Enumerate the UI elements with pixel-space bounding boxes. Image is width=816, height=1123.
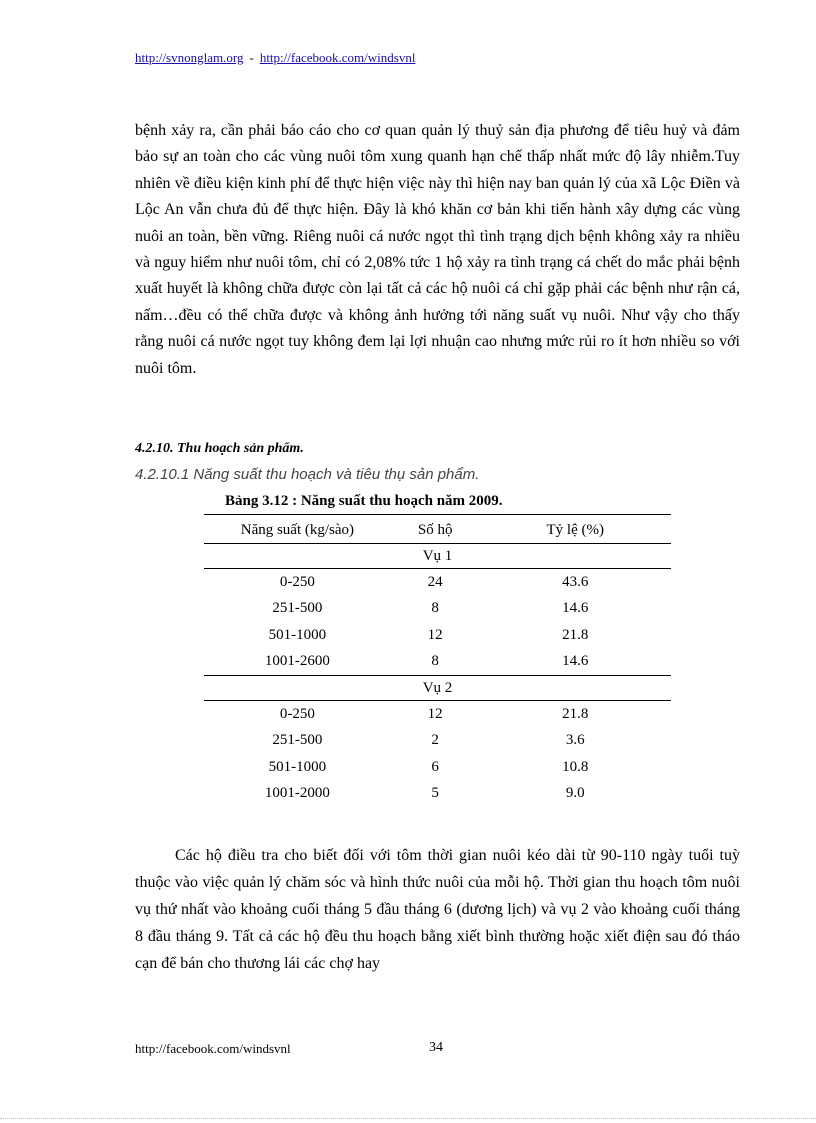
table-cell: 501-1000	[268, 758, 327, 775]
table-cell: 501-1000	[268, 626, 327, 643]
table-cell: 251-500	[272, 600, 323, 617]
table-row	[204, 701, 671, 728]
subsection-heading: 4.2.10.1 Năng suất thu hoạch và tiêu thụ sản phẩm.	[135, 466, 480, 483]
yield-table	[204, 514, 671, 807]
body-paragraph-1: bệnh xảy ra, cần phải báo cáo cho cơ quan quản lý thuỷ sản địa phương để tiêu huỷ và đảm bảo sự an toàn cho các vùng nuôi tôm xung quanh hạn chế thấp nhất mức độ lây nhiễm.Tuy nhiên về điều kiện kinh phí để thực hiện việc này thì hiện nay ban quản lý của xã Lộc Điền và Lộc An vẫn chưa đủ để thực hiện. Đây là khó khăn cơ bản khi tiến hành xây dựng các vùng nuôi an toàn, bền vững. Riêng nuôi cá nước ngọt thì tình trạng dịch bệnh không xảy ra nhiều và nguy hiểm như nuôi tôm, chỉ có 2,08% tức 1 hộ xảy ra tình trạng cá chết do mắc phải bệnh xuất huyết là không chữa được còn lại tất cả các hộ nuôi cá chỉ gặp phải các bệnh như rận cá, nấm…đều có thể chữa được và không ảnh hưởng tới năng suất vụ nuôi. Như vậy cho thấy rằng nuôi cá nước ngọt tuy không đem lại lợi nhuận cao nhưng mức rủi ro ít hơn nhiều so với nuôi tôm.	[135, 122, 740, 377]
table-header-row	[204, 515, 671, 544]
table-cell: 12	[427, 626, 443, 643]
table-cell: 8	[391, 649, 480, 676]
table-cell: 1001-2000	[264, 785, 330, 802]
table-cell: 24	[427, 573, 443, 590]
table-cell: 12	[427, 705, 443, 722]
page-number: 34	[429, 1040, 443, 1055]
table-header-households: Số hộ	[391, 515, 480, 544]
footer-link[interactable]: http://facebook.com/windsvnl	[135, 1041, 291, 1056]
table-group-row	[204, 544, 671, 569]
table-header-percent: Tỷ lệ (%)	[480, 515, 671, 544]
table-row	[204, 569, 671, 596]
table-cell: 21.8	[562, 626, 589, 643]
table-row	[204, 754, 671, 781]
table-cell: 3.6	[565, 732, 585, 749]
header-separator: -	[249, 50, 254, 65]
table-row	[204, 728, 671, 755]
header-links	[135, 50, 415, 66]
table-cell: 14.6	[480, 649, 671, 676]
table-row	[204, 622, 671, 649]
page-edge-divider	[0, 1118, 816, 1119]
table-caption: Bảng 3.12 : Năng suất thu hoạch năm 2009.	[225, 493, 503, 509]
table-cell: 0-250	[279, 573, 315, 590]
table-cell: 21.8	[562, 705, 589, 722]
table-cell: 251-500	[272, 732, 323, 749]
table-header-yield: Năng suất (kg/sào)	[204, 515, 391, 544]
table-cell: 43.6	[562, 573, 589, 590]
header-link-svnonglam[interactable]: http://svnonglam.org	[135, 50, 244, 65]
table-cell: 6	[431, 758, 439, 775]
body-paragraph-2: Các hộ điều tra cho biết đối với tôm thời gian nuôi kéo dài từ 90-110 ngày tuổi tuỳ thuộc vào việc quản lý chăm sóc và hình thức nuôi của mỗi hộ. Thời gian thu hoạch tôm nuôi vụ thứ nhất vào khoảng cuối tháng 5 đầu tháng 6 (dương lịch) và vụ 2 vào khoảng cuối tháng 8 đầu tháng 9. Tất cả các hộ đều thu hoạch bằng xiết bình thường hoặc xiết điện sau đó tháo cạn để bán cho thương lái các chợ hay	[135, 847, 740, 972]
table-row	[204, 781, 671, 808]
table-row	[204, 596, 671, 623]
table-cell: 14.6	[562, 600, 589, 617]
table-cell: 10.8	[562, 758, 589, 775]
table-group-label: Vụ 2	[204, 676, 671, 701]
table-row	[204, 649, 671, 676]
table-group-row	[204, 676, 671, 701]
table-cell: 0-250	[279, 705, 315, 722]
section-heading: 4.2.10. Thu hoạch sản phẩm.	[135, 441, 304, 456]
table-cell: 9.0	[565, 785, 585, 802]
table-group-label: Vụ 1	[204, 544, 671, 569]
table-cell: 2	[431, 732, 439, 749]
table-cell: 5	[431, 785, 439, 802]
header-link-facebook[interactable]: http://facebook.com/windsvnl	[259, 50, 416, 65]
table-cell: 1001-2600	[204, 649, 391, 676]
table-cell: 8	[431, 600, 439, 617]
